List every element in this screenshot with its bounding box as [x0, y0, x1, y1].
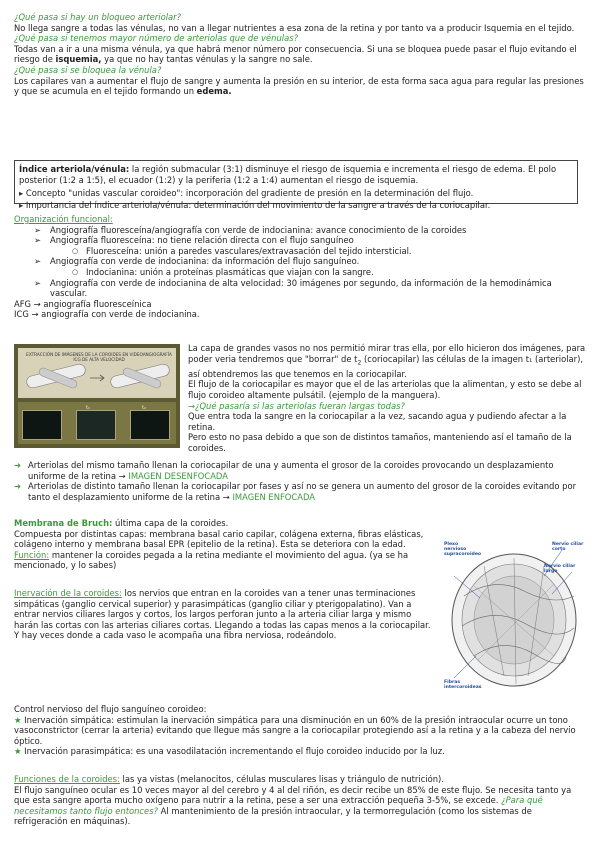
- green-arrow-icon: ➜: [14, 481, 22, 492]
- answer-text: ya que no hay tantas vénulas y la sangre no sale.: [101, 54, 313, 65]
- nervous-control-section: [14, 704, 586, 757]
- sub-list-item: [14, 267, 586, 278]
- list-item-text: Angiografía fluoresceína/angiografía con verde de indocianina: avance conocimiento de la coroides: [50, 224, 467, 235]
- arrow-bullet-icon: ➢: [34, 256, 42, 267]
- question-arteriolar-block: ¿Qué pasa si hay un bloqueo arteriolar?: [14, 12, 182, 22]
- intro-section: [14, 12, 586, 97]
- function-label: Función:: [14, 549, 50, 560]
- choriocapillary-flow-paragraph: El flujo de la coriocapilar es mayor que el de las arteriolas que la alimentan, y esto se debe al flujo coroideo altamente pulsátil. (ejemplo de la manguera).: [188, 379, 582, 401]
- label-suprachoroidal-plexus: Plexo nervioso supracoroideo: [444, 542, 482, 558]
- image-blurred-label: IMAGEN DESENFOCADA: [128, 470, 228, 481]
- sub-list: [14, 267, 586, 278]
- innervation-text: los nervios que entran en la coroides van a tener unas terminaciones simpáticas (ganglio cervical superior) y parasimpáticas (ganglio ciliar y pterigopalatino). Van a entrar nervios ciliares largos y cortos, los largos perforan junto a la arteria ciliar larga y mismo harán las cortas con las arterias ciliares cortas. Llegando a todas las capas menos a la coriocapilar. Y hay veces donde a cada vaso le acompaña una fibra nerviosa, rodeándolo.: [14, 588, 431, 641]
- time-label-t1: t₁: [86, 405, 90, 411]
- functions-text: las ya vistas (melanocitos, células musculares lisas y triángulo de nutrición).: [119, 774, 444, 784]
- index-note-box: [14, 160, 578, 210]
- functions-question: ¿Para qué necesitamos tanto flujo entonces?: [14, 795, 543, 816]
- bruch-membrane-section: [14, 518, 434, 571]
- functions-paragraph: [14, 785, 586, 827]
- item-term: Inervación parasimpática:: [24, 746, 134, 757]
- same-size-item: [14, 460, 586, 481]
- question-venule-block: ¿Qué pasa si se bloquea la vénula?: [14, 64, 162, 75]
- arrow-bullet-icon: ➢: [34, 224, 42, 235]
- icg-definition: ICG → angiografía con verde de indocianina.: [14, 309, 200, 320]
- list-item: [14, 278, 586, 299]
- vessel-illustration: [18, 348, 176, 398]
- nervous-control-title: Control nervioso del flujo sanguíneo coroideo:: [14, 704, 207, 714]
- triangle-bullet-icon: ▸: [19, 199, 26, 210]
- image-focused-label: IMAGEN ENFOCADA: [232, 491, 315, 502]
- list-item-text: Angiografía fluoresceína: no tiene relación directa con el flujo sanguíneo: [50, 235, 354, 246]
- bruch-text: Compuesta por distintas capas: membrana basal cario capilar, colágena externa, fibras elásticas, colágeno interno y membrana basal EPR (epitelio de la retina). Esta se deteriora con la edad.: [14, 528, 424, 550]
- choroid-innervation-figure: [444, 536, 588, 692]
- bruch-description: [14, 529, 434, 571]
- list-item-text: Indocianina: unión a proteínas plasmáticas que viajan con la sangre.: [86, 266, 374, 277]
- item-term: Inervación simpática:: [24, 714, 115, 725]
- figure-illustration: [18, 348, 176, 398]
- index-bullet: [19, 200, 573, 211]
- item-text: Arteriolas del mismo tamaño llenan la coriocapilar de una y aumenta el grosor de la coroides provocando un desplazamiento uniforme de la retina →: [28, 460, 554, 481]
- item-text: estimulan la inervación simpática para una disminución en un 60% de la presión intraocular ocurre un tono vasoconstrictor (cerrar la arteria) evitando que llegue más sangre a la coriocapilar protegiendo así a la retina y a la cabeza del nervio óptico.: [14, 714, 576, 746]
- section-heading: Organización funcional:: [14, 214, 113, 224]
- different-sizes-paragraph: Pero esto no pasa debido a que son de distintos tamaños, manteniendo así el tamaño de la coroides.: [188, 432, 572, 454]
- paragraph-text: La capa de grandes vasos no nos permitió mirar tras ella, por ello hicieron dos imágenes, para poder veria tendremos que "borrar" de t: [188, 343, 586, 364]
- answer-text: Todas van a ir a una misma vénula, ya que habrá menor número por consecuencia. Si una se bloquea puede pasar el flujo evitando el riesgo de: [14, 43, 577, 65]
- innervation-paragraph: [14, 588, 434, 641]
- list-item-text: Fluoresceína: unión a paredes vasculares/extravasación del tejido intersticial.: [86, 245, 412, 256]
- answer-arteriolar-block: No llega sangre a todas las vénulas, no van a llegar nutrientes a esa zona de la retina y por tanto va a producir Isquemia en el tejido.: [14, 22, 575, 33]
- label-long-ciliary-nerve: Nervio ciliar largo: [544, 564, 576, 575]
- circle-bullet-icon: ○: [72, 246, 79, 255]
- circle-bullet-icon: ○: [72, 267, 79, 276]
- star-bullet-icon: ★: [14, 714, 25, 725]
- bullet-text: Importancia del índice arteriola/vénula: determinación del movimiento de la sangre a través de la coriocapilar.: [25, 199, 491, 210]
- bruch-text: última capa de la coroides.: [112, 518, 229, 528]
- innervation-title: Inervación de la coroides:: [14, 588, 122, 598]
- arrow-bullet-icon: ➢: [34, 235, 42, 246]
- bold-term: edema.: [196, 86, 232, 97]
- answer-venule-block: [14, 76, 586, 97]
- parasympathetic-item: [14, 746, 586, 757]
- angiography-list: [14, 278, 586, 299]
- index-text: la región submacular (3:1) disminuye el riesgo de isquemia e incrementa el riesgo de edema. El polo posterior (1:2 a 1:5), el ecuador (1:2) y la periferia (1:2 a 1:4) aumentan el riesgo de isquemia.: [19, 164, 557, 185]
- functions-text: El flujo sanguíneo ocular es 10 veces mayor al del cerebro y 4 al del riñón, es decir recibe un 85% de este flujo. Se necesita tanto ya que esta sangre aporta mucho oxígeno para nutrir a la retina, pese a ser una extracción pequeña 3-5%, se excede.: [14, 784, 572, 806]
- time-label-t2: t₂: [142, 405, 146, 411]
- choroid-functions-section: [14, 774, 586, 827]
- innervation-section: [14, 588, 434, 641]
- bruch-title-line: [14, 518, 434, 529]
- icg-videoangiography-figure: [14, 344, 180, 448]
- item-text: es una vasodilatación incrementando el flujo coroideo inducido por la luz.: [133, 746, 445, 757]
- sub-list: [14, 246, 586, 257]
- different-size-item: [14, 481, 586, 502]
- sub-list-item: [14, 246, 586, 257]
- label-short-ciliary-nerve: Nervio ciliar corto: [552, 542, 584, 553]
- bullet-text: Concepto "unidas vascular coroideo": incorporación del gradiente de presión en la determinación del flujo.: [25, 188, 474, 199]
- functions-intro: [14, 774, 586, 785]
- functions-title: Funciones de la coroides:: [14, 774, 120, 784]
- list-item-text: Angiografía con verde de indocianina de alta velocidad: 30 imágenes por segundo, da información de la hemodinámica vascular.: [50, 277, 552, 299]
- index-definition: [19, 164, 573, 185]
- arrow-bullet-icon: ➢: [34, 277, 42, 288]
- list-item: [14, 256, 586, 267]
- bruch-title: Membrana de Bruch:: [14, 518, 113, 528]
- figure-caption: EXTRACCIÓN DE IMÁGENES DE LA COROIDES EN VIDEOANGIOGRAFÍA ICG DE ALTA VELOCIDAD: [26, 352, 172, 362]
- label-intercoroidal-fibers: Fibras intercoroideas: [444, 680, 482, 691]
- bold-term: isquemia,: [55, 54, 102, 65]
- answer-more-arterioles: [14, 44, 586, 65]
- list-item-text: Angiografía con verde de indocianina: da información del flujo sanguíneo.: [50, 256, 360, 267]
- eye-nerve-illustration: [444, 536, 588, 692]
- star-bullet-icon: ★: [14, 746, 25, 757]
- question-long-arterioles: →¿Qué pasaría si las arteriolas fueran largas todas?: [188, 400, 405, 411]
- question-more-arterioles: ¿Qué pasa si tenemos mayor número de arteriolas que de vénulas?: [14, 33, 299, 44]
- functions-text: Al mantenimiento de la presión intraocular, y la termorregulación (como los sistemas de refrigeración en máquinas).: [14, 805, 532, 827]
- angiography-list: [14, 225, 586, 246]
- triangle-bullet-icon: ▸: [19, 188, 26, 199]
- angiogram-panel: [76, 410, 116, 440]
- list-item: [14, 235, 586, 246]
- list-item: [14, 225, 586, 236]
- afg-definition: AFG → angiografía fluoresceínica: [14, 298, 152, 309]
- index-bullet: [19, 188, 573, 199]
- angiography-list: [14, 256, 586, 267]
- answer-text: Los capilares van a aumentar el flujo de sangre y aumenta la presión en su interior, de esta forma saca agua para regular las presiones y que se acumula en el tejido formando un: [14, 75, 584, 97]
- large-vessels-paragraph: [188, 343, 586, 379]
- bruch-text: mantener la coroides pegada a la retina mediante el movimiento del agua. (ya se ha mencionado, y lo sabes): [14, 549, 409, 571]
- index-term: Índice arteriola/vénula:: [19, 164, 130, 174]
- functional-organization: [14, 214, 586, 320]
- angiogram-panel: [130, 410, 170, 440]
- angiography-panels: [18, 402, 176, 444]
- subscript: 2: [357, 359, 362, 367]
- answer-long-arterioles: Que entra toda la sangre en la coriocapilar a la vez, sacando agua y pudiendo afectar a la retina.: [188, 411, 567, 432]
- paragraph-text: (coriocapilar) las células de la imagen t₁ (arteriolar), así obtendremos las que tenemos en la coriocapilar.: [188, 353, 584, 379]
- sympathetic-item: [14, 715, 586, 747]
- large-vessels-text: [188, 343, 586, 454]
- green-arrow-icon: ➜: [14, 460, 22, 470]
- angiogram-panel: [22, 410, 62, 440]
- item-text: Arteriolas de distinto tamaño llenan la coriocapilar por fases y así no se genera un aumento del grosor de la coroides evitando por tanto el desplazamiento uniforme de la retina →: [28, 481, 577, 502]
- arteriole-size-list: [14, 460, 586, 502]
